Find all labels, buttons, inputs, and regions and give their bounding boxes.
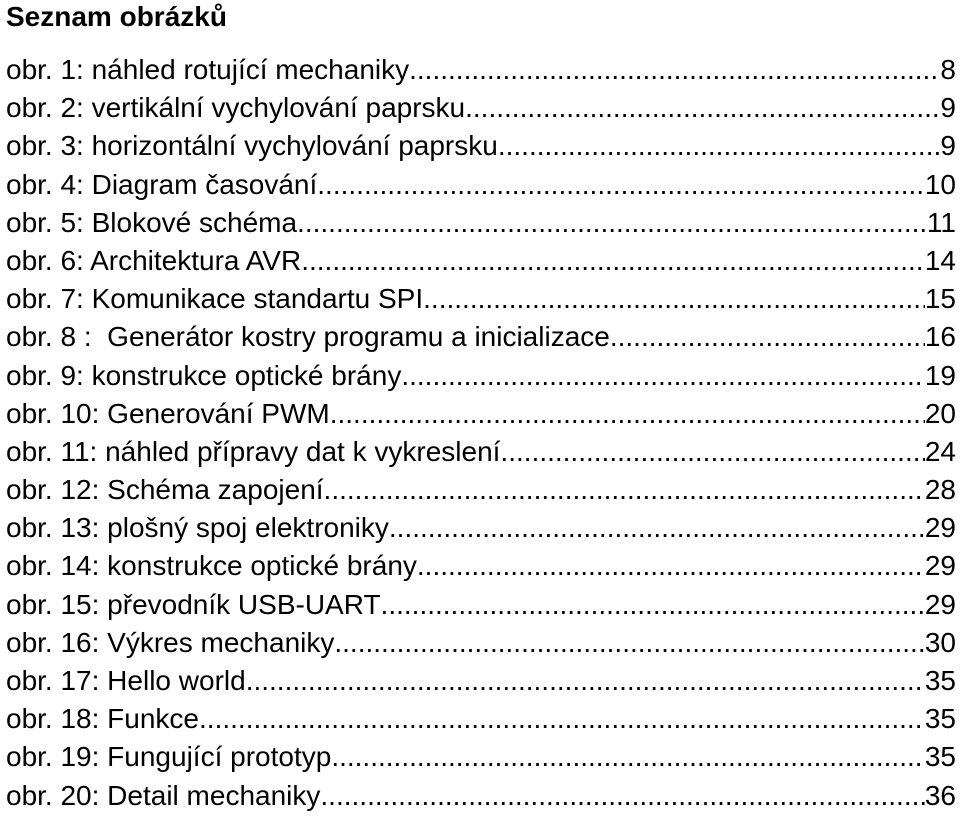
dot-leader [334, 624, 924, 662]
page-number: 9 [940, 92, 956, 124]
list-item[interactable] [6, 624, 956, 662]
dot-leader [317, 166, 925, 204]
list-item[interactable] [6, 547, 956, 585]
page-number: 16 [924, 321, 956, 353]
dot-leader [381, 586, 925, 624]
list-item[interactable] [6, 433, 956, 471]
dot-leader [297, 204, 927, 242]
page-number: 29 [924, 512, 956, 544]
list-of-figures-page [6, 0, 956, 826]
list-item[interactable] [6, 280, 956, 318]
dot-leader [320, 777, 924, 815]
figure-list [6, 51, 956, 815]
figure-caption: obr. 4: Diagram časování [6, 168, 318, 200]
dot-leader [465, 89, 940, 127]
page-number: 24 [924, 435, 956, 467]
list-item[interactable] [6, 127, 956, 165]
figure-caption: obr. 1: náhled rotující mechaniky [6, 54, 410, 85]
dot-leader [500, 433, 924, 471]
page-number: 11 [926, 206, 956, 238]
list-item[interactable] [6, 89, 956, 127]
figure-caption: obr. 16: Výkres mechaniky [6, 626, 335, 658]
figure-caption: obr. 18: Funkce [6, 703, 200, 735]
dot-leader [610, 318, 925, 356]
page-number: 15 [924, 283, 956, 315]
dot-leader [401, 357, 925, 395]
dot-leader [423, 280, 925, 318]
dot-leader [389, 509, 925, 547]
page-number: 20 [924, 397, 956, 429]
figure-caption: obr. 5: Blokové schéma [6, 206, 298, 238]
list-item[interactable] [6, 777, 956, 815]
list-item[interactable] [6, 357, 956, 395]
page-number: 35 [924, 703, 956, 735]
list-item[interactable] [6, 51, 956, 89]
figure-caption: obr. 10: Generování PWM [6, 397, 330, 429]
list-item[interactable] [6, 662, 956, 700]
figure-caption: obr. 14: konstrukce optické brány [6, 550, 417, 582]
dot-leader [199, 700, 925, 738]
figure-caption: obr. 6: Architektura AVR [6, 244, 302, 276]
figure-caption: obr. 17: Hello world [6, 665, 246, 696]
page-number: 29 [924, 588, 956, 620]
figure-caption: obr. 2: vertikální vychylování paprsku [6, 92, 466, 124]
figure-caption: obr. 3: horizontální vychylování paprsku [6, 130, 498, 162]
dot-leader [498, 127, 941, 165]
list-item[interactable] [6, 738, 956, 776]
page-number: 30 [924, 626, 956, 658]
dot-leader [331, 738, 925, 776]
page-number: 19 [924, 359, 956, 391]
dot-leader [330, 395, 925, 433]
page-number: 14 [924, 244, 956, 276]
list-item[interactable] [6, 471, 956, 509]
dot-leader [324, 471, 925, 509]
page-number: 9 [940, 130, 956, 162]
page-number: 35 [924, 665, 956, 696]
page-number: 28 [924, 474, 956, 506]
page-number: 36 [924, 779, 956, 811]
page-number: 10 [924, 168, 956, 200]
figure-caption: obr. 19: Fungující prototyp [6, 741, 332, 773]
figure-caption: obr. 12: Schéma zapojení [6, 474, 324, 506]
dot-leader [301, 242, 925, 280]
list-item[interactable] [6, 204, 956, 242]
figure-caption: obr. 9: konstrukce optické brány [6, 359, 402, 391]
list-item[interactable] [6, 166, 956, 204]
page-title: Seznam obrázků [6, 1, 227, 32]
page-number: 35 [924, 741, 956, 773]
list-item[interactable] [6, 395, 956, 433]
figure-caption: obr. 11: náhled přípravy dat k vykreslení [6, 435, 501, 467]
list-item[interactable] [6, 318, 956, 356]
figure-caption: obr. 15: převodník USB-UART [6, 588, 381, 620]
page-number: 8 [940, 54, 956, 85]
list-item[interactable] [6, 586, 956, 624]
dot-leader [417, 547, 925, 585]
figure-caption: obr. 7: Komunikace standartu SPI [6, 283, 424, 315]
dot-leader [246, 662, 925, 700]
figure-caption: obr. 13: plošný spoj elektroniky [6, 512, 389, 544]
dot-leader [409, 51, 940, 89]
figure-caption: obr. 8 : Generátor kostry programu a inicializace [6, 321, 610, 353]
list-item[interactable] [6, 700, 956, 738]
page-number: 29 [924, 550, 956, 582]
figure-caption: obr. 20: Detail mechaniky [6, 779, 321, 811]
list-item[interactable] [6, 509, 956, 547]
list-item[interactable] [6, 242, 956, 280]
